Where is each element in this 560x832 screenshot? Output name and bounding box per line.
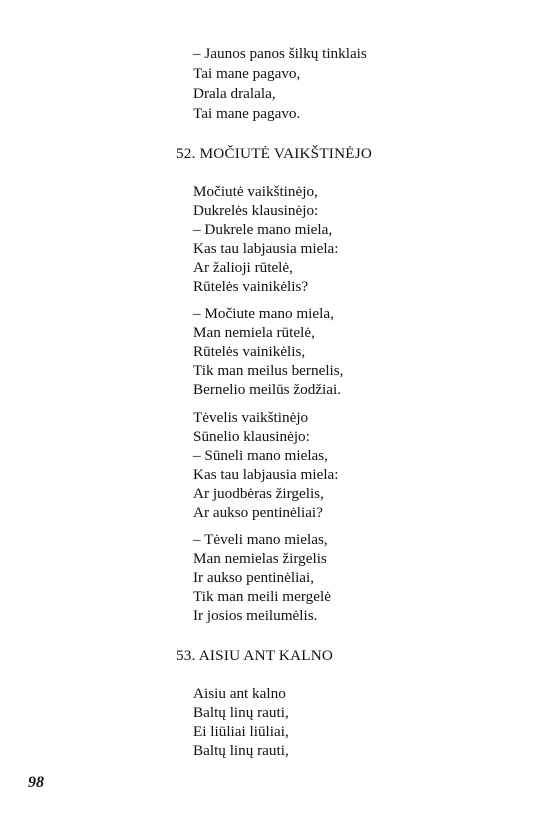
- song-heading-52: 52. MOČIUTĖ VAIKŠTINĖJO: [176, 145, 372, 162]
- stanza-line: Močiutė vaikštinėjo,: [193, 183, 318, 200]
- stanza-line: Ei liūliai liūliai,: [193, 723, 289, 740]
- stanza-line: Aisiu ant kalno: [193, 685, 286, 702]
- stanza-line: Baltų linų rauti,: [193, 742, 289, 759]
- page-number: 98: [28, 774, 44, 791]
- stanza-line: Rūtelės vainikėlis?: [193, 278, 309, 295]
- stanza-line: Tai mane pagavo.: [193, 105, 301, 122]
- stanza-line: Ar aukso pentinėliai?: [193, 504, 323, 521]
- stanza-line: Ir aukso pentinėliai,: [193, 569, 315, 586]
- stanza-line: – Dukrele mano miela,: [193, 221, 333, 238]
- stanza-line: Tėvelis vaikštinėjo: [193, 409, 309, 426]
- song-heading-53: 53. AISIU ANT KALNO: [176, 647, 334, 664]
- stanza-line: Baltų linų rauti,: [193, 704, 289, 721]
- stanza-line: – Tėveli mano mielas,: [193, 531, 328, 548]
- stanza-line: Drala dralala,: [193, 85, 276, 102]
- stanza-line: Man nemielas žirgelis: [193, 550, 327, 567]
- stanza-line: Tai mane pagavo,: [193, 65, 301, 82]
- stanza-line: – Jaunos panos šilkų tinklais: [193, 45, 367, 62]
- stanza-line: Ir josios meilumėlis.: [193, 607, 318, 624]
- stanza-line: Ar žalioji rūtelė,: [193, 259, 293, 276]
- stanza-line: Tik man meilus bernelis,: [193, 362, 344, 379]
- stanza-line: – Sūneli mano mielas,: [193, 447, 328, 464]
- stanza-line: Bernelio meilūs žodžiai.: [193, 381, 342, 398]
- stanza-line: Rūtelės vainikėlis,: [193, 343, 306, 360]
- stanza-line: – Močiute mano miela,: [193, 305, 334, 322]
- stanza-line: Ar juodbėras žirgelis,: [193, 485, 324, 502]
- stanza-line: Dukrelės klausinėjo:: [193, 202, 319, 219]
- stanza-line: Man nemiela rūtelė,: [193, 324, 315, 341]
- stanza-line: Sūnelio klausinėjo:: [193, 428, 310, 445]
- stanza-line: Tik man meili mergelė: [193, 588, 331, 605]
- stanza-line: Kas tau labjausia miela:: [193, 466, 339, 483]
- stanza-line: Kas tau labjausia miela:: [193, 240, 339, 257]
